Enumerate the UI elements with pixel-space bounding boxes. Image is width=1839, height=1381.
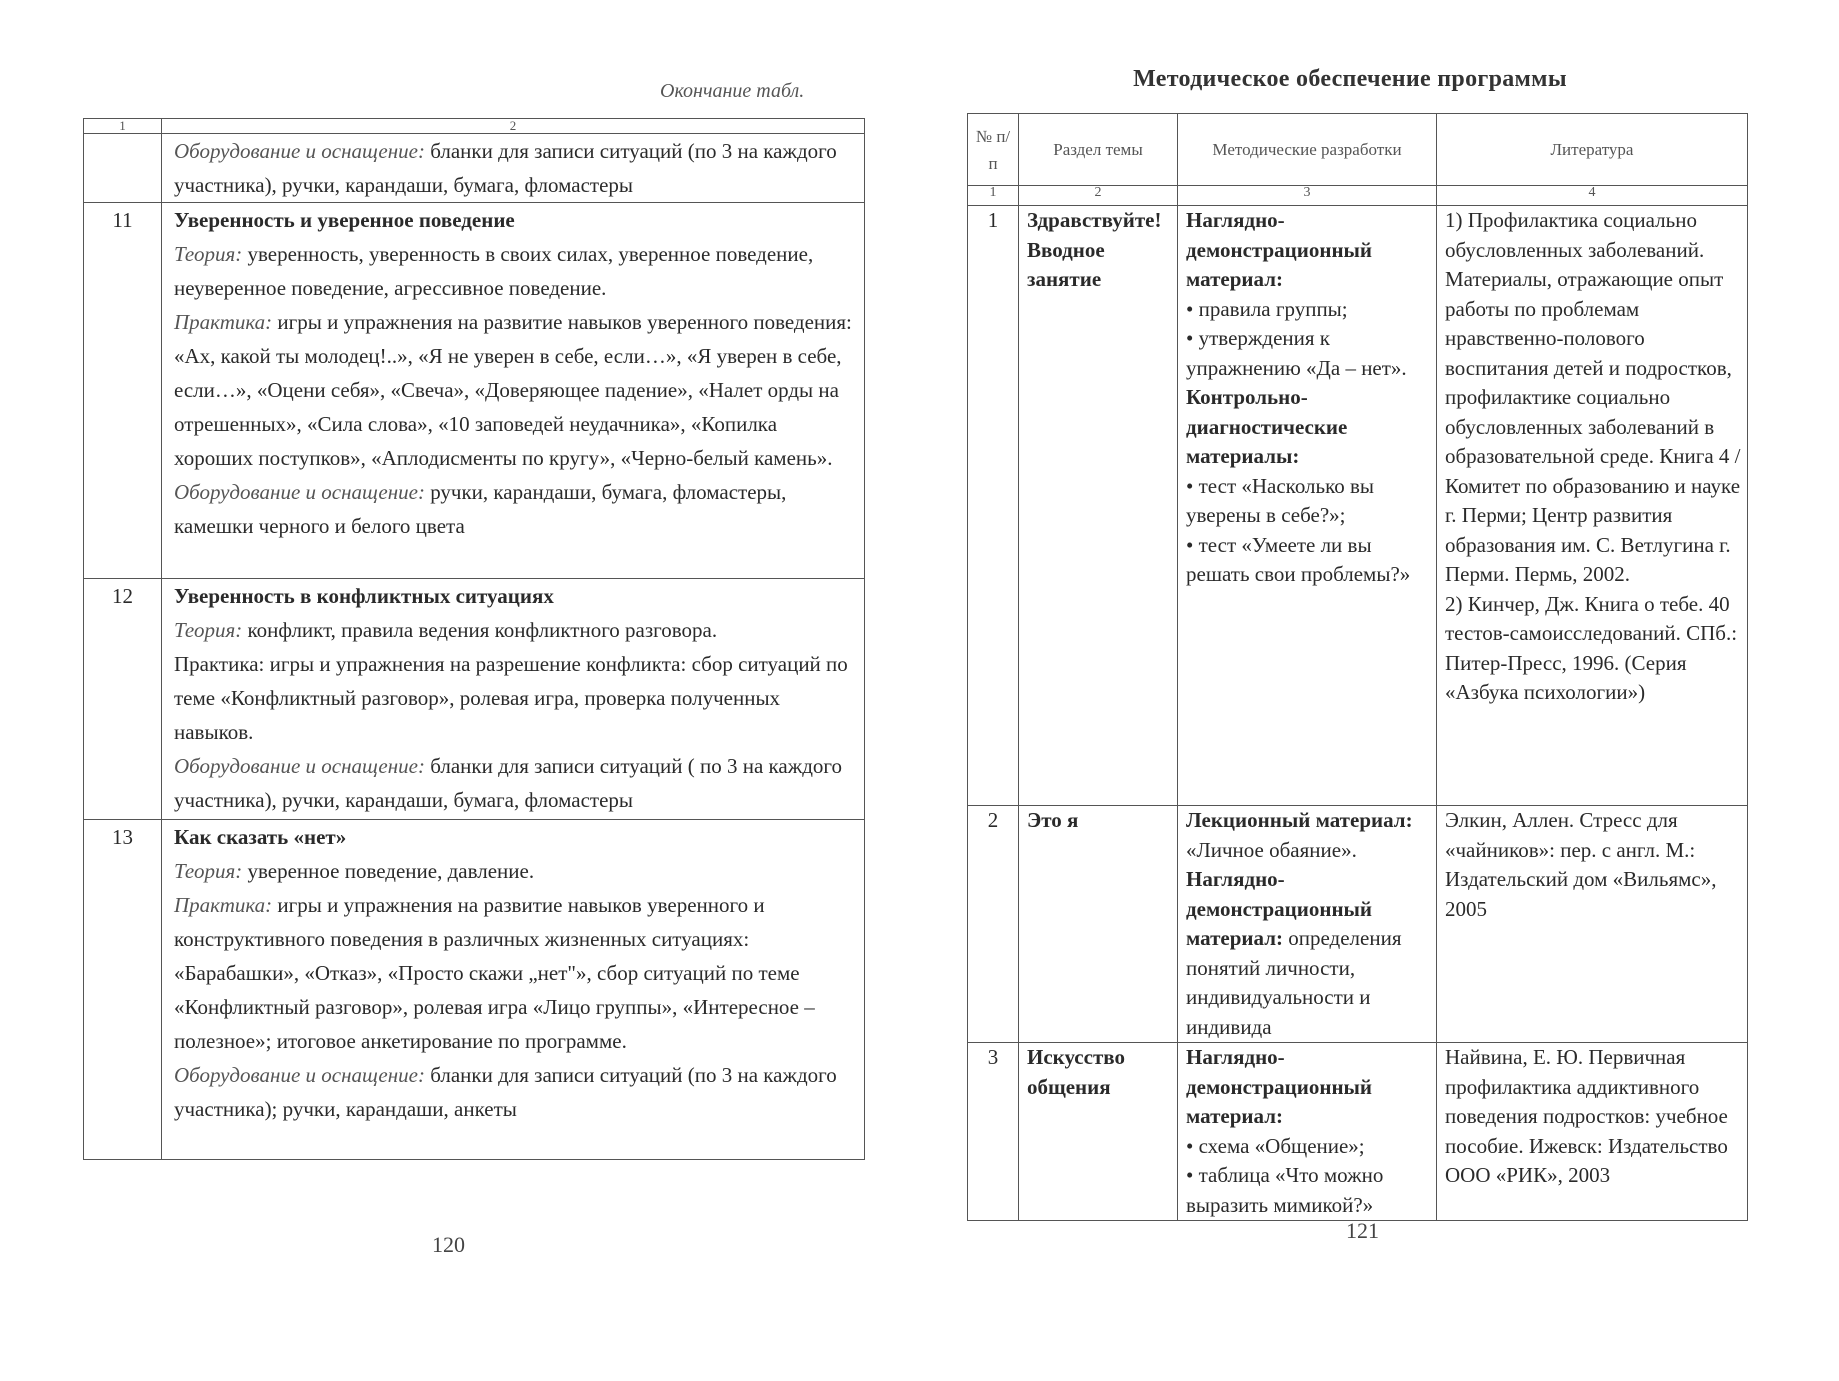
topic-title: Уверенность в конфликтных ситуациях [174,584,554,608]
practice-text: игры и упражнения на развитие навыков уверенного поведения: «Ах, какой ты молодец!..», «Я не уверен в себе, если…», «Я уверен в себе, если…», «Оцени себя», «Свеча», «Доверяющее падение», «Налет орды на отрешенных», «Сила слова», «10 заповедей неудачника», «Копилка хороших поступков», «Аплодисменты по кругу», «Черно-белый камень». [174,310,852,470]
methods-text: «Личное обаяние». [1186,837,1357,862]
methodical-support-table [967,113,1748,1221]
equipment-text: бланки для записи ситуаций (по 3 на каждого участника); ручки, карандаши, анкеты [174,1063,837,1121]
methods-heading: Контрольно-диагностические материалы: [1186,385,1348,468]
column-number: 1 [84,119,162,134]
column-number: 2 [162,119,865,134]
methods-cell [1178,206,1437,806]
methods-cell [1178,806,1437,1043]
equipment-label: Оборудование и оснащение: [174,1063,425,1087]
literature-entry: Элкин, Аллен. Стресс для «чайников»: пер. с англ. М.: Издательский дом «Вильямс», 2005 [1445,808,1717,921]
table-row [968,206,1748,806]
methods-heading: Наглядно-демонстрационный материал: [1186,867,1373,950]
table-row [968,1043,1748,1221]
literature-cell [1437,1043,1748,1221]
row-content [162,820,865,1160]
literature-cell [1437,206,1748,806]
list-item: • таблица «Что можно выразить мимикой?» [1186,1161,1430,1220]
row-number: 2 [968,806,1019,1043]
theory-label: Теория: [174,242,243,266]
header-literature: Литература [1437,114,1748,186]
list-item: • тест «Умеете ли вы решать свои проблемы?» [1186,531,1430,590]
page-number: 121 [1346,1218,1379,1243]
practice-label: Практика: [174,893,273,917]
row-number: 3 [968,1043,1019,1221]
practice-label: Практика: [174,310,273,334]
methods-heading: Наглядно-демонстрационный материал: [1186,1045,1373,1128]
column-number: 4 [1437,186,1748,206]
header-methods: Методические разработки [1178,114,1437,186]
section-name: Здравствуйте! Вводное занятие [1019,206,1178,806]
literature-entry: 1) Профилактика социально обусловленных заболеваний. Материалы, отражающие опыт работы по проблемам нравственно-полового воспитания детей и подростков, профилактике социально обусловленных заболеваний в образовательной среде. Книга 4 / Комитет по образованию и науке г. Перми; Центр развития образования им. С. Ветлугина г. Перми. Пермь, 2002. [1445,208,1741,586]
methods-list [1186,1132,1430,1221]
theory-text: уверенное поведение, давление. [242,859,535,883]
column-number-row [84,119,865,134]
column-number-row [968,186,1748,206]
list-item: • правила группы; [1186,295,1430,325]
header-section: Раздел темы [1019,114,1178,186]
right-page [900,0,1839,1381]
row-number: 11 [84,203,162,579]
row-content [162,579,865,820]
table-row [84,579,865,820]
methods-list [1186,472,1430,590]
column-number: 2 [1019,186,1178,206]
table-continuation-caption: Окончание табл. [660,80,805,102]
header-number: № п/п [968,114,1019,186]
section-name: Это я [1019,806,1178,1043]
row-number: 12 [84,579,162,820]
row-number: 1 [968,206,1019,806]
row-content [162,134,865,203]
program-content-table [83,118,865,1160]
theory-text: конфликт, правила ведения конфликтного разговора. [242,618,718,642]
table-row [84,134,865,203]
literature-cell [1437,806,1748,1043]
page-number: 120 [432,1232,465,1257]
theory-label: Теория: [174,859,243,883]
table-row [968,806,1748,1043]
literature-entry: 2) Кинчер, Дж. Книга о тебе. 40 тестов-самоисследований. СПб.: Питер-Пресс, 1996. (Серия «Азбука психологии») [1445,591,1738,704]
methods-list [1186,295,1430,384]
header-row [968,114,1748,186]
methods-cell [1178,1043,1437,1221]
page-title: Методическое обеспечение программы [1133,66,1567,92]
table-row [84,203,865,579]
equipment-label: Оборудование и оснащение: [174,139,425,163]
column-number: 1 [968,186,1019,206]
equipment-label: Оборудование и оснащение: [174,754,425,778]
table-row [84,820,865,1160]
equipment-label: Оборудование и оснащение: [174,480,425,504]
methods-heading: Наглядно-демонстрационный материал: [1186,208,1373,291]
practice-text: игры и упражнения на разрешение конфликта: сбор ситуаций по теме «Конфликтный разговор», ролевая игра, проверка полученных навыков. [174,652,848,744]
equipment-text: ручки, карандаши, бумага, фломастеры, камешки черного и белого цвета [174,480,787,538]
theory-label: Теория: [174,618,243,642]
equipment-text: бланки для записи ситуаций (по 3 на каждого участника), ручки, карандаши, бумага, фломастеры [174,139,837,197]
practice-label: Практика: [174,652,265,676]
row-number [84,134,162,203]
theory-text: уверенность, уверенность в своих силах, уверенное поведение, неуверенное поведение, агрессивное поведение. [174,242,814,300]
practice-text: игры и упражнения на развитие навыков уверенного и конструктивного поведения в различных жизненных ситуациях: «Барабашки», «Отказ», «Просто скажи „нет"», сбор ситуаций по теме «Конфликтный разговор», ролевая игра «Лицо группы», «Интересное – полезное»; итоговое анкетирование по программе. [174,893,815,1053]
list-item: • тест «Насколько вы уверены в себе?»; [1186,472,1430,531]
list-item: • схема «Общение»; [1186,1132,1430,1162]
topic-title: Как сказать «нет» [174,825,347,849]
column-number: 3 [1178,186,1437,206]
section-name: Искусство общения [1019,1043,1178,1221]
left-page [0,0,900,1381]
row-content [162,203,865,579]
methods-text: определения понятий личности, индивидуальности и индивида [1186,926,1402,1039]
list-item: • утверждения к упражнению «Да – нет». [1186,324,1430,383]
methods-heading: Лекционный материал: [1186,808,1413,832]
row-number: 13 [84,820,162,1160]
topic-title: Уверенность и уверенное поведение [174,208,515,232]
literature-entry: Найвина, Е. Ю. Первичная профилактика аддиктивного поведения подростков: учебное пособие. Ижевск: Издательство ООО «РИК», 2003 [1445,1045,1728,1187]
equipment-text: бланки для записи ситуаций ( по 3 на каждого участника), ручки, карандаши, бумага, фломастеры [174,754,843,812]
